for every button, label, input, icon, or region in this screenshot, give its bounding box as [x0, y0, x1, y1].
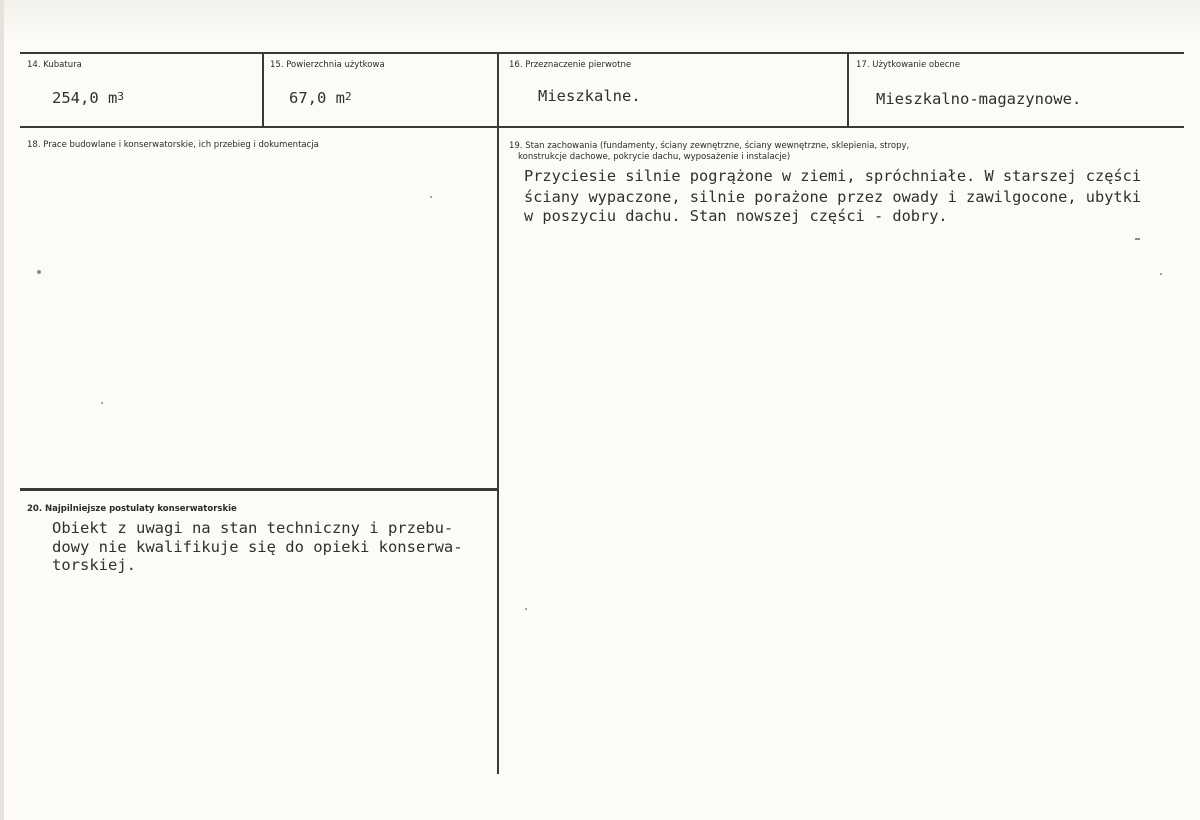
field-16-label: 16. Przeznaczenie pierwotne	[509, 60, 632, 70]
field-19-text-line-2: ściany wypaczone, silnie porażone przez owady i zawilgocone, ubytki	[524, 188, 1142, 206]
field-19-text-line-1: Przyciesie silnie pogrążone w ziemi, spróchniałe. W starszej części	[524, 167, 1142, 185]
field-16-value: Mieszkalne.	[538, 87, 641, 105]
field-19-text-line-3: w poszyciu dachu. Stan nowszej części - dobry.	[524, 207, 948, 225]
field-17-label: 17. Użytkowanie obecne	[856, 60, 961, 70]
field-19-label-line-1: 19. Stan zachowania (fundamenty, ściany zewnętrzne, ściany wewnętrzne, sklepienia, stropy,	[509, 141, 910, 151]
field-15-label: 15. Powierzchnia użytkowa	[270, 60, 385, 70]
paper-speck	[37, 270, 41, 274]
field-20-text-line-3: torskiej.	[52, 556, 136, 574]
field-20-text-line-1: Obiekt z uwagi na stan techniczny i przebu-	[52, 519, 454, 537]
divider-main	[497, 52, 499, 774]
paper-speck	[1135, 238, 1140, 240]
field-14-label: 14. Kubatura	[27, 60, 82, 70]
divider-16-17	[847, 52, 849, 128]
section20-top-rule	[20, 488, 498, 491]
field-17-value: Mieszkalno-magazynowe.	[876, 90, 1082, 108]
field-14-value: 254,0 $m^3$	[52, 89, 124, 107]
paper-speck	[1160, 273, 1162, 275]
field-15-value: 67,0 $m^2$	[289, 89, 352, 107]
top-rule	[20, 52, 1184, 54]
field-18-label: 18. Prace budowlane i konserwatorskie, ich przebieg i dokumentacja	[27, 140, 319, 150]
row1-bottom-rule	[20, 126, 1184, 128]
field-20-label: 20. Najpilniejsze postulaty konserwatorskie	[27, 504, 237, 514]
paper-speck	[525, 608, 527, 610]
paper-speck	[101, 402, 103, 404]
field-20-text-line-2: dowy nie kwalifikuje się do opieki konserwa-	[52, 538, 463, 556]
paper-speck	[430, 196, 432, 198]
field-19-label-line-2: konstrukcje dachowe, pokrycie dachu, wyposażenie i instalacje)	[518, 152, 791, 162]
divider-14-15	[262, 52, 264, 128]
card-edge	[0, 0, 4, 820]
